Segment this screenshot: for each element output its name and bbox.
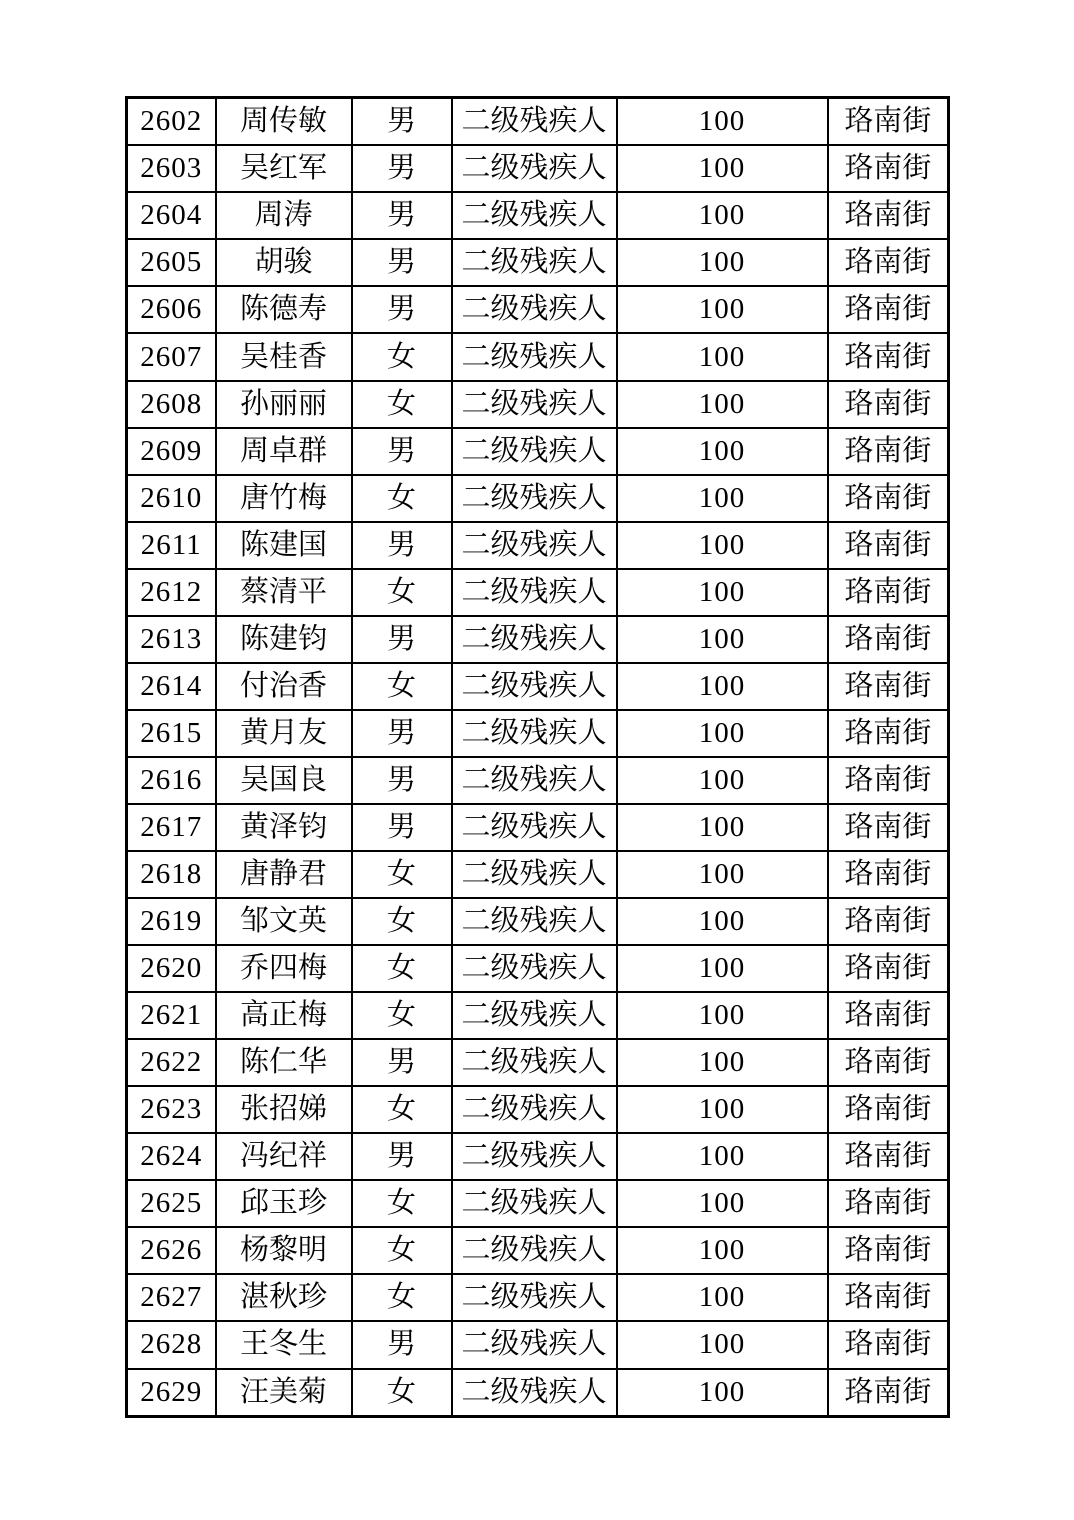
cell-gender: 男 bbox=[352, 804, 452, 851]
cell-street: 珞南街 bbox=[828, 1321, 949, 1368]
table-row bbox=[127, 992, 949, 1039]
cell-serial-number: 2607 bbox=[127, 333, 216, 380]
cell-name: 周传敏 bbox=[216, 98, 352, 146]
cell-serial-number: 2618 bbox=[127, 851, 216, 898]
cell-amount: 100 bbox=[617, 945, 828, 992]
table-row bbox=[127, 381, 949, 428]
table-row bbox=[127, 428, 949, 475]
cell-amount: 100 bbox=[617, 1227, 828, 1274]
cell-gender: 男 bbox=[352, 710, 452, 757]
cell-name: 乔四梅 bbox=[216, 945, 352, 992]
cell-category: 二级残疾人 bbox=[452, 757, 617, 804]
cell-street: 珞南街 bbox=[828, 475, 949, 522]
cell-category: 二级残疾人 bbox=[452, 428, 617, 475]
table-row bbox=[127, 1321, 949, 1368]
cell-amount: 100 bbox=[617, 710, 828, 757]
cell-amount: 100 bbox=[617, 286, 828, 333]
cell-name: 周卓群 bbox=[216, 428, 352, 475]
table-row bbox=[127, 757, 949, 804]
cell-amount: 100 bbox=[617, 851, 828, 898]
cell-category: 二级残疾人 bbox=[452, 1227, 617, 1274]
cell-street: 珞南街 bbox=[828, 286, 949, 333]
cell-name: 黄泽钧 bbox=[216, 804, 352, 851]
table-row bbox=[127, 616, 949, 663]
cell-street: 珞南街 bbox=[828, 192, 949, 239]
cell-amount: 100 bbox=[617, 1369, 828, 1417]
cell-street: 珞南街 bbox=[828, 663, 949, 710]
cell-gender: 男 bbox=[352, 1321, 452, 1368]
cell-serial-number: 2612 bbox=[127, 569, 216, 616]
cell-category: 二级残疾人 bbox=[452, 192, 617, 239]
cell-serial-number: 2615 bbox=[127, 710, 216, 757]
cell-name: 蔡清平 bbox=[216, 569, 352, 616]
cell-category: 二级残疾人 bbox=[452, 1321, 617, 1368]
cell-gender: 女 bbox=[352, 1227, 452, 1274]
cell-amount: 100 bbox=[617, 1274, 828, 1321]
cell-category: 二级残疾人 bbox=[452, 145, 617, 192]
table-row bbox=[127, 710, 949, 757]
cell-name: 张招娣 bbox=[216, 1086, 352, 1133]
table-row bbox=[127, 192, 949, 239]
cell-serial-number: 2604 bbox=[127, 192, 216, 239]
table-row bbox=[127, 851, 949, 898]
table-row bbox=[127, 98, 949, 146]
cell-category: 二级残疾人 bbox=[452, 381, 617, 428]
cell-gender: 男 bbox=[352, 192, 452, 239]
cell-name: 吴桂香 bbox=[216, 333, 352, 380]
cell-serial-number: 2605 bbox=[127, 239, 216, 286]
cell-name: 杨黎明 bbox=[216, 1227, 352, 1274]
cell-gender: 男 bbox=[352, 428, 452, 475]
cell-category: 二级残疾人 bbox=[452, 522, 617, 569]
cell-category: 二级残疾人 bbox=[452, 898, 617, 945]
cell-amount: 100 bbox=[617, 381, 828, 428]
cell-gender: 女 bbox=[352, 898, 452, 945]
cell-street: 珞南街 bbox=[828, 1180, 949, 1227]
cell-serial-number: 2609 bbox=[127, 428, 216, 475]
cell-name: 高正梅 bbox=[216, 992, 352, 1039]
cell-serial-number: 2602 bbox=[127, 98, 216, 146]
cell-street: 珞南街 bbox=[828, 1086, 949, 1133]
cell-name: 陈建国 bbox=[216, 522, 352, 569]
cell-street: 珞南街 bbox=[828, 1369, 949, 1417]
table-row bbox=[127, 475, 949, 522]
cell-gender: 男 bbox=[352, 757, 452, 804]
table-row bbox=[127, 1086, 949, 1133]
cell-street: 珞南街 bbox=[828, 381, 949, 428]
cell-serial-number: 2623 bbox=[127, 1086, 216, 1133]
cell-category: 二级残疾人 bbox=[452, 851, 617, 898]
cell-name: 王冬生 bbox=[216, 1321, 352, 1368]
cell-name: 胡骏 bbox=[216, 239, 352, 286]
cell-name: 孙丽丽 bbox=[216, 381, 352, 428]
cell-name: 邹文英 bbox=[216, 898, 352, 945]
cell-gender: 女 bbox=[352, 1180, 452, 1227]
cell-amount: 100 bbox=[617, 616, 828, 663]
cell-name: 汪美菊 bbox=[216, 1369, 352, 1417]
cell-amount: 100 bbox=[617, 804, 828, 851]
cell-amount: 100 bbox=[617, 239, 828, 286]
cell-serial-number: 2627 bbox=[127, 1274, 216, 1321]
cell-gender: 女 bbox=[352, 945, 452, 992]
cell-street: 珞南街 bbox=[828, 1039, 949, 1086]
table-row bbox=[127, 804, 949, 851]
cell-street: 珞南街 bbox=[828, 804, 949, 851]
cell-category: 二级残疾人 bbox=[452, 1039, 617, 1086]
cell-name: 湛秋珍 bbox=[216, 1274, 352, 1321]
cell-gender: 女 bbox=[352, 569, 452, 616]
cell-name: 黄月友 bbox=[216, 710, 352, 757]
cell-amount: 100 bbox=[617, 192, 828, 239]
table-row bbox=[127, 945, 949, 992]
cell-amount: 100 bbox=[617, 428, 828, 475]
cell-serial-number: 2621 bbox=[127, 992, 216, 1039]
cell-category: 二级残疾人 bbox=[452, 710, 617, 757]
table-row bbox=[127, 286, 949, 333]
cell-gender: 男 bbox=[352, 239, 452, 286]
cell-serial-number: 2611 bbox=[127, 522, 216, 569]
cell-category: 二级残疾人 bbox=[452, 286, 617, 333]
cell-street: 珞南街 bbox=[828, 851, 949, 898]
table-row bbox=[127, 333, 949, 380]
cell-serial-number: 2616 bbox=[127, 757, 216, 804]
cell-gender: 男 bbox=[352, 1039, 452, 1086]
cell-street: 珞南街 bbox=[828, 145, 949, 192]
cell-gender: 男 bbox=[352, 98, 452, 146]
table-row bbox=[127, 1274, 949, 1321]
cell-serial-number: 2606 bbox=[127, 286, 216, 333]
cell-amount: 100 bbox=[617, 1039, 828, 1086]
cell-serial-number: 2626 bbox=[127, 1227, 216, 1274]
cell-name: 周涛 bbox=[216, 192, 352, 239]
cell-category: 二级残疾人 bbox=[452, 1274, 617, 1321]
cell-street: 珞南街 bbox=[828, 898, 949, 945]
cell-amount: 100 bbox=[617, 145, 828, 192]
table-row bbox=[127, 569, 949, 616]
cell-category: 二级残疾人 bbox=[452, 98, 617, 146]
cell-street: 珞南街 bbox=[828, 522, 949, 569]
cell-gender: 女 bbox=[352, 475, 452, 522]
cell-amount: 100 bbox=[617, 1133, 828, 1180]
table-row bbox=[127, 239, 949, 286]
table-row bbox=[127, 1369, 949, 1417]
cell-serial-number: 2608 bbox=[127, 381, 216, 428]
cell-street: 珞南街 bbox=[828, 428, 949, 475]
cell-category: 二级残疾人 bbox=[452, 239, 617, 286]
cell-street: 珞南街 bbox=[828, 1274, 949, 1321]
cell-street: 珞南街 bbox=[828, 945, 949, 992]
cell-amount: 100 bbox=[617, 992, 828, 1039]
roster-table-body bbox=[127, 98, 949, 1417]
cell-serial-number: 2620 bbox=[127, 945, 216, 992]
cell-amount: 100 bbox=[617, 1321, 828, 1368]
cell-serial-number: 2617 bbox=[127, 804, 216, 851]
cell-amount: 100 bbox=[617, 898, 828, 945]
cell-gender: 女 bbox=[352, 333, 452, 380]
cell-name: 陈仁华 bbox=[216, 1039, 352, 1086]
cell-street: 珞南街 bbox=[828, 569, 949, 616]
cell-name: 吴红军 bbox=[216, 145, 352, 192]
cell-gender: 女 bbox=[352, 992, 452, 1039]
cell-name: 付治香 bbox=[216, 663, 352, 710]
cell-name: 唐竹梅 bbox=[216, 475, 352, 522]
cell-street: 珞南街 bbox=[828, 98, 949, 146]
cell-name: 陈建钧 bbox=[216, 616, 352, 663]
cell-amount: 100 bbox=[617, 1086, 828, 1133]
cell-street: 珞南街 bbox=[828, 239, 949, 286]
cell-gender: 女 bbox=[352, 663, 452, 710]
cell-amount: 100 bbox=[617, 1180, 828, 1227]
cell-amount: 100 bbox=[617, 333, 828, 380]
cell-name: 吴国良 bbox=[216, 757, 352, 804]
cell-serial-number: 2622 bbox=[127, 1039, 216, 1086]
cell-category: 二级残疾人 bbox=[452, 1369, 617, 1417]
cell-serial-number: 2613 bbox=[127, 616, 216, 663]
cell-street: 珞南街 bbox=[828, 333, 949, 380]
cell-serial-number: 2614 bbox=[127, 663, 216, 710]
cell-serial-number: 2625 bbox=[127, 1180, 216, 1227]
cell-gender: 女 bbox=[352, 1369, 452, 1417]
cell-amount: 100 bbox=[617, 569, 828, 616]
cell-gender: 男 bbox=[352, 616, 452, 663]
cell-serial-number: 2624 bbox=[127, 1133, 216, 1180]
cell-category: 二级残疾人 bbox=[452, 569, 617, 616]
cell-street: 珞南街 bbox=[828, 757, 949, 804]
table-row bbox=[127, 663, 949, 710]
cell-name: 陈德寿 bbox=[216, 286, 352, 333]
cell-street: 珞南街 bbox=[828, 616, 949, 663]
cell-gender: 女 bbox=[352, 1086, 452, 1133]
table-row bbox=[127, 1180, 949, 1227]
roster-table bbox=[125, 96, 950, 1418]
cell-gender: 男 bbox=[352, 1133, 452, 1180]
cell-amount: 100 bbox=[617, 757, 828, 804]
table-row bbox=[127, 145, 949, 192]
cell-street: 珞南街 bbox=[828, 1227, 949, 1274]
cell-gender: 男 bbox=[352, 145, 452, 192]
table-row bbox=[127, 1227, 949, 1274]
cell-gender: 男 bbox=[352, 286, 452, 333]
cell-category: 二级残疾人 bbox=[452, 1133, 617, 1180]
cell-amount: 100 bbox=[617, 663, 828, 710]
cell-serial-number: 2629 bbox=[127, 1369, 216, 1417]
cell-category: 二级残疾人 bbox=[452, 804, 617, 851]
cell-name: 唐静君 bbox=[216, 851, 352, 898]
cell-serial-number: 2628 bbox=[127, 1321, 216, 1368]
cell-category: 二级残疾人 bbox=[452, 1180, 617, 1227]
cell-category: 二级残疾人 bbox=[452, 616, 617, 663]
cell-street: 珞南街 bbox=[828, 710, 949, 757]
cell-category: 二级残疾人 bbox=[452, 1086, 617, 1133]
cell-street: 珞南街 bbox=[828, 992, 949, 1039]
cell-category: 二级残疾人 bbox=[452, 945, 617, 992]
cell-name: 邱玉珍 bbox=[216, 1180, 352, 1227]
cell-gender: 女 bbox=[352, 1274, 452, 1321]
table-row bbox=[127, 1039, 949, 1086]
table-row bbox=[127, 1133, 949, 1180]
cell-amount: 100 bbox=[617, 98, 828, 146]
cell-category: 二级残疾人 bbox=[452, 333, 617, 380]
cell-gender: 男 bbox=[352, 522, 452, 569]
cell-serial-number: 2619 bbox=[127, 898, 216, 945]
cell-gender: 女 bbox=[352, 851, 452, 898]
cell-amount: 100 bbox=[617, 522, 828, 569]
cell-category: 二级残疾人 bbox=[452, 992, 617, 1039]
cell-category: 二级残疾人 bbox=[452, 475, 617, 522]
table-row bbox=[127, 898, 949, 945]
cell-name: 冯纪祥 bbox=[216, 1133, 352, 1180]
cell-serial-number: 2610 bbox=[127, 475, 216, 522]
cell-street: 珞南街 bbox=[828, 1133, 949, 1180]
cell-serial-number: 2603 bbox=[127, 145, 216, 192]
table-row bbox=[127, 522, 949, 569]
cell-amount: 100 bbox=[617, 475, 828, 522]
cell-gender: 女 bbox=[352, 381, 452, 428]
cell-category: 二级残疾人 bbox=[452, 663, 617, 710]
